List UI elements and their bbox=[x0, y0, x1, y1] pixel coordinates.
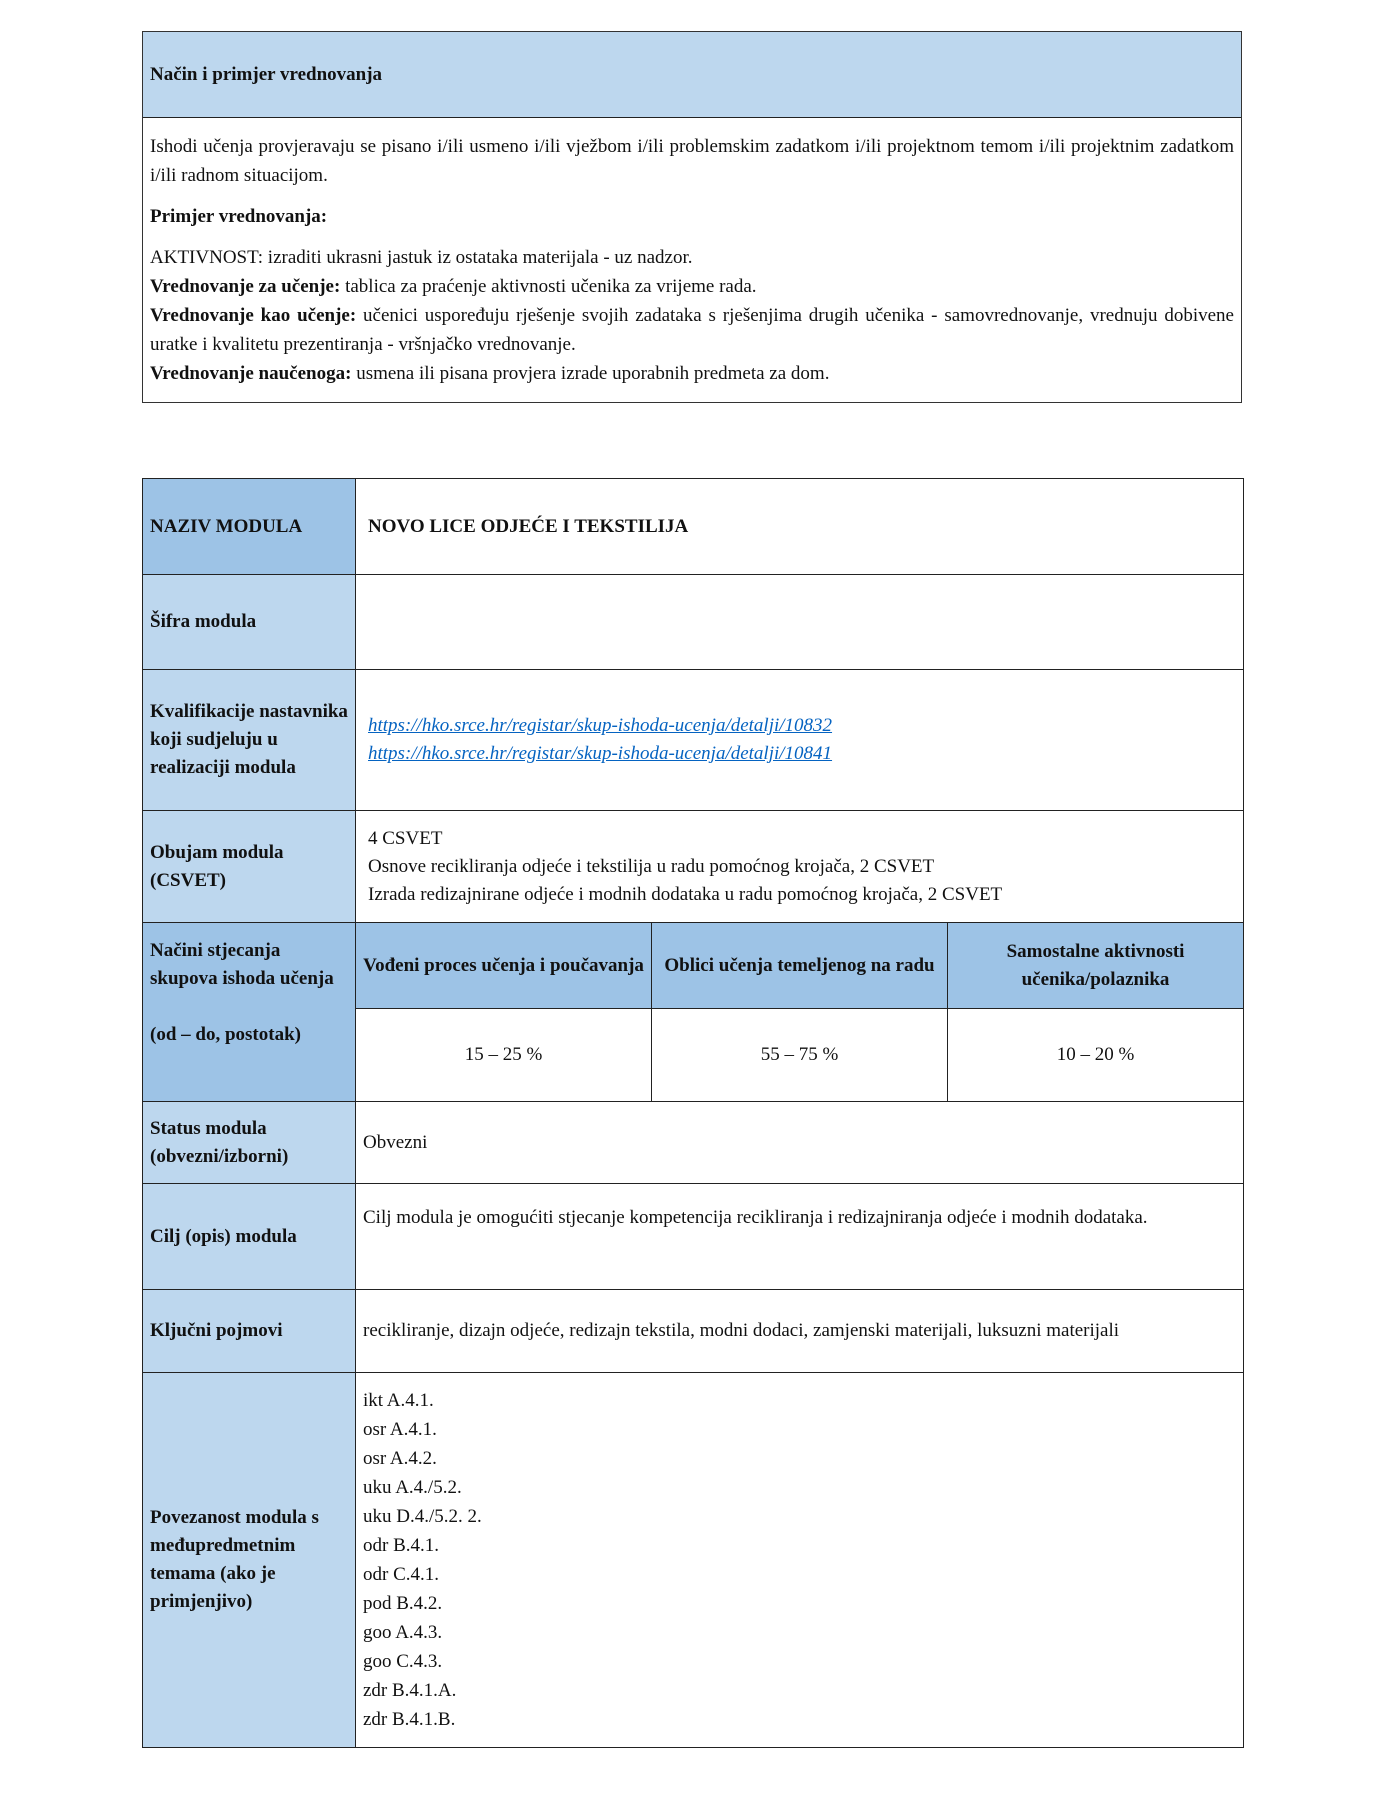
row-scope bbox=[143, 811, 1244, 923]
status-label: Status modula (obvezni/izborni) bbox=[143, 1102, 356, 1184]
methods-header-work-based: Oblici učenja temeljenog na radu bbox=[652, 923, 948, 1009]
assessment-item-of-learning: Vrednovanje naučenoga: usmena ili pisana provjera izrade uporabnih predmeta za dom. bbox=[150, 363, 830, 384]
module-name-value: NOVO LICE ODJEĆE I TEKSTILIJA bbox=[356, 479, 1244, 575]
row-keywords bbox=[143, 1290, 1244, 1373]
list-item: ikt A.4.1. bbox=[363, 1390, 434, 1411]
module-table bbox=[142, 478, 1244, 1748]
module-name-label: NAZIV MODULA bbox=[143, 479, 356, 575]
assessment-body bbox=[143, 118, 1241, 402]
list-item: odr C.4.1. bbox=[363, 1564, 439, 1585]
list-item: uku A.4./5.2. bbox=[363, 1477, 462, 1498]
example-heading: Primjer vrednovanja: bbox=[150, 206, 328, 227]
module-code-value bbox=[356, 575, 1244, 670]
list-item: zdr B.4.1.B. bbox=[363, 1709, 456, 1730]
methods-value-work-based: 55 – 75 % bbox=[652, 1009, 948, 1102]
row-methods-header bbox=[143, 923, 1244, 1009]
list-item: goo C.4.3. bbox=[363, 1651, 443, 1672]
scope-label: Obujam modula (CSVET) bbox=[143, 811, 356, 923]
list-item: uku D.4./5.2. 2. bbox=[363, 1506, 482, 1527]
activity-text: AKTIVNOST: izraditi ukrasni jastuk iz ostataka materijala - uz nadzor. bbox=[150, 247, 693, 268]
keywords-label: Ključni pojmovi bbox=[143, 1290, 356, 1373]
list-item: zdr B.4.1.A. bbox=[363, 1680, 457, 1701]
qualification-link-2[interactable]: https://hko.srce.hr/registar/skup-ishoda-ucenja/detalji/10841 bbox=[368, 743, 833, 764]
methods-value-independent: 10 – 20 % bbox=[948, 1009, 1244, 1102]
assessment-table bbox=[142, 31, 1242, 403]
keywords-value: recikliranje, dizajn odjeće, redizajn tekstila, modni dodaci, zamjenski materijali, luksuzni materijali bbox=[356, 1290, 1244, 1373]
list-item: osr A.4.2. bbox=[363, 1448, 437, 1469]
assessment-item-for-learning: Vrednovanje za učenje: tablica za praćenje aktivnosti učenika za vrijeme rada. bbox=[150, 276, 757, 297]
row-goal bbox=[143, 1184, 1244, 1290]
methods-header-guided: Vođeni proces učenja i poučavanja bbox=[356, 923, 652, 1009]
crosscurricular-list bbox=[356, 1373, 1244, 1748]
row-module-code bbox=[143, 575, 1244, 670]
row-module-name bbox=[143, 479, 1244, 575]
qualifications-value bbox=[356, 670, 1244, 811]
crosscurricular-label: Povezanost modula s međupredmetnim temama (ako je primjenjivo) bbox=[143, 1373, 356, 1748]
methods-value-guided: 15 – 25 % bbox=[356, 1009, 652, 1102]
row-status bbox=[143, 1102, 1244, 1184]
qualification-link-1[interactable]: https://hko.srce.hr/registar/skup-ishoda-ucenja/detalji/10832 bbox=[368, 715, 833, 736]
status-value: Obvezni bbox=[356, 1102, 1244, 1184]
list-item: osr A.4.1. bbox=[363, 1419, 437, 1440]
assessment-item-as-learning: Vrednovanje kao učenje: učenici uspoređuju rješenje svojih zadataka s rješenjima drugih učenika - samovrednovanje, vrednuju dobivene uratke i kvalitetu prezentiranja - vršnjačko vrednovanje. bbox=[150, 305, 1234, 355]
module-code-label: Šifra modula bbox=[143, 575, 356, 670]
qualifications-label: Kvalifikacije nastavnika koji sudjeluju u realizaciji modula bbox=[143, 670, 356, 811]
assessment-title: Način i primjer vrednovanja bbox=[143, 32, 1241, 118]
methods-header-independent: Samostalne aktivnosti učenika/polaznika bbox=[948, 923, 1244, 1009]
assessment-intro: Ishodi učenja provjeravaju se pisano i/ili usmeno i/ili vježbom i/ili problemskim zadatkom i/ili projektnom temom i/ili projektnim zadatkom i/ili radnom situacijom. bbox=[150, 136, 1234, 186]
row-qualifications bbox=[143, 670, 1244, 811]
methods-label: Načini stjecanja skupova ishoda učenja (od – do, postotak) bbox=[143, 923, 356, 1102]
goal-value: Cilj modula je omogućiti stjecanje kompetencija recikliranja i redizajniranja odjeće i modnih dodataka. bbox=[356, 1184, 1244, 1290]
list-item: pod B.4.2. bbox=[363, 1593, 443, 1614]
list-item: goo A.4.3. bbox=[363, 1622, 443, 1643]
list-item: odr B.4.1. bbox=[363, 1535, 439, 1556]
scope-value: 4 CSVET Osnove recikliranja odjeće i tekstilija u radu pomoćnog krojača, 2 CSVET Izrada redizajnirane odjeće i modnih dodataka u radu pomoćnog krojača, 2 CSVET bbox=[356, 811, 1244, 923]
goal-label: Cilj (opis) modula bbox=[143, 1184, 356, 1290]
row-crosscurricular bbox=[143, 1373, 1244, 1748]
